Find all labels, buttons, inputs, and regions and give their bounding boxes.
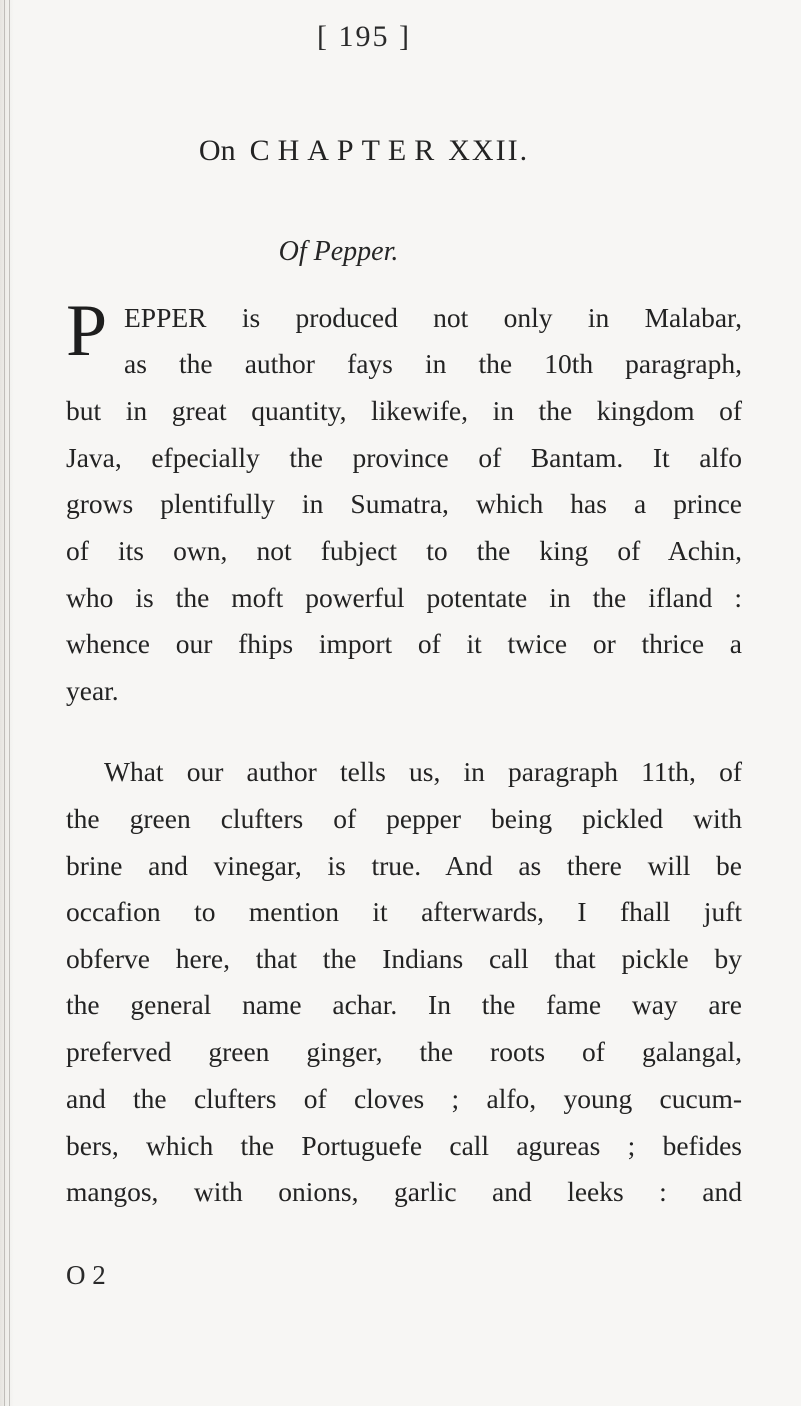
paragraph-2-line: brine and vinegar, is true. And as there will be — [66, 850, 742, 881]
paragraph-2-line: bers, which the Portuguefe call agureas ; befides — [66, 1130, 742, 1161]
paragraph-2-line: the green clufters of pepper being pickled with — [66, 803, 742, 834]
paragraph-1-line: grows plentifully in Sumatra, which has a prince — [66, 488, 742, 519]
paragraph-1-line: Java, efpecially the province of Bantam. It alfo — [66, 442, 742, 473]
drop-cap: P — [66, 290, 108, 372]
paragraph-2-line: preferved green ginger, the roots of galangal, — [66, 1036, 742, 1067]
paragraph-1-line: but in great quantity, likewife, in the kingdom of — [66, 395, 742, 426]
paragraph-2-line: obferve here, that the Indians call that pickle by — [66, 943, 742, 974]
paragraph-2-line: and the clufters of cloves ; alfo, young cucum- — [66, 1083, 742, 1114]
signature-mark: O 2 — [66, 1260, 106, 1290]
paragraph-1-line: who is the moft powerful potentate in the ifland : — [66, 582, 742, 613]
page-binding-edge — [0, 0, 14, 1406]
paragraph-1-line: whence our fhips import of it twice or thrice a — [66, 628, 742, 659]
paragraph-1-line: as the author fays in the 10th paragraph, — [124, 348, 742, 379]
binding-line — [9, 0, 10, 1406]
book-page — [66, 0, 742, 1406]
paragraph-1-line: EPPER is produced not only in Malabar, — [124, 302, 742, 333]
section-title: Of Pepper. — [278, 236, 399, 267]
chapter-word: CHAPTER — [249, 134, 443, 167]
paragraph-2-line: What our author tells us, in paragraph 11th, of — [104, 756, 742, 787]
paragraph-1-line: year. — [66, 675, 119, 706]
chapter-prefix: On — [198, 134, 236, 167]
paragraph-2-line: occafion to mention it afterwards, I fhall juft — [66, 896, 742, 927]
binding-line — [4, 0, 5, 1406]
chapter-heading — [66, 134, 662, 168]
paragraph-1-line: of its own, not fubject to the king of Achin, — [66, 535, 742, 566]
paragraph-2-line: mangos, with onions, garlic and leeks : and — [66, 1176, 742, 1207]
paragraph-2-line: the general name achar. In the fame way are — [66, 989, 742, 1020]
chapter-number: XXII. — [448, 134, 530, 167]
page-number: [ 195 ] — [317, 20, 411, 53]
